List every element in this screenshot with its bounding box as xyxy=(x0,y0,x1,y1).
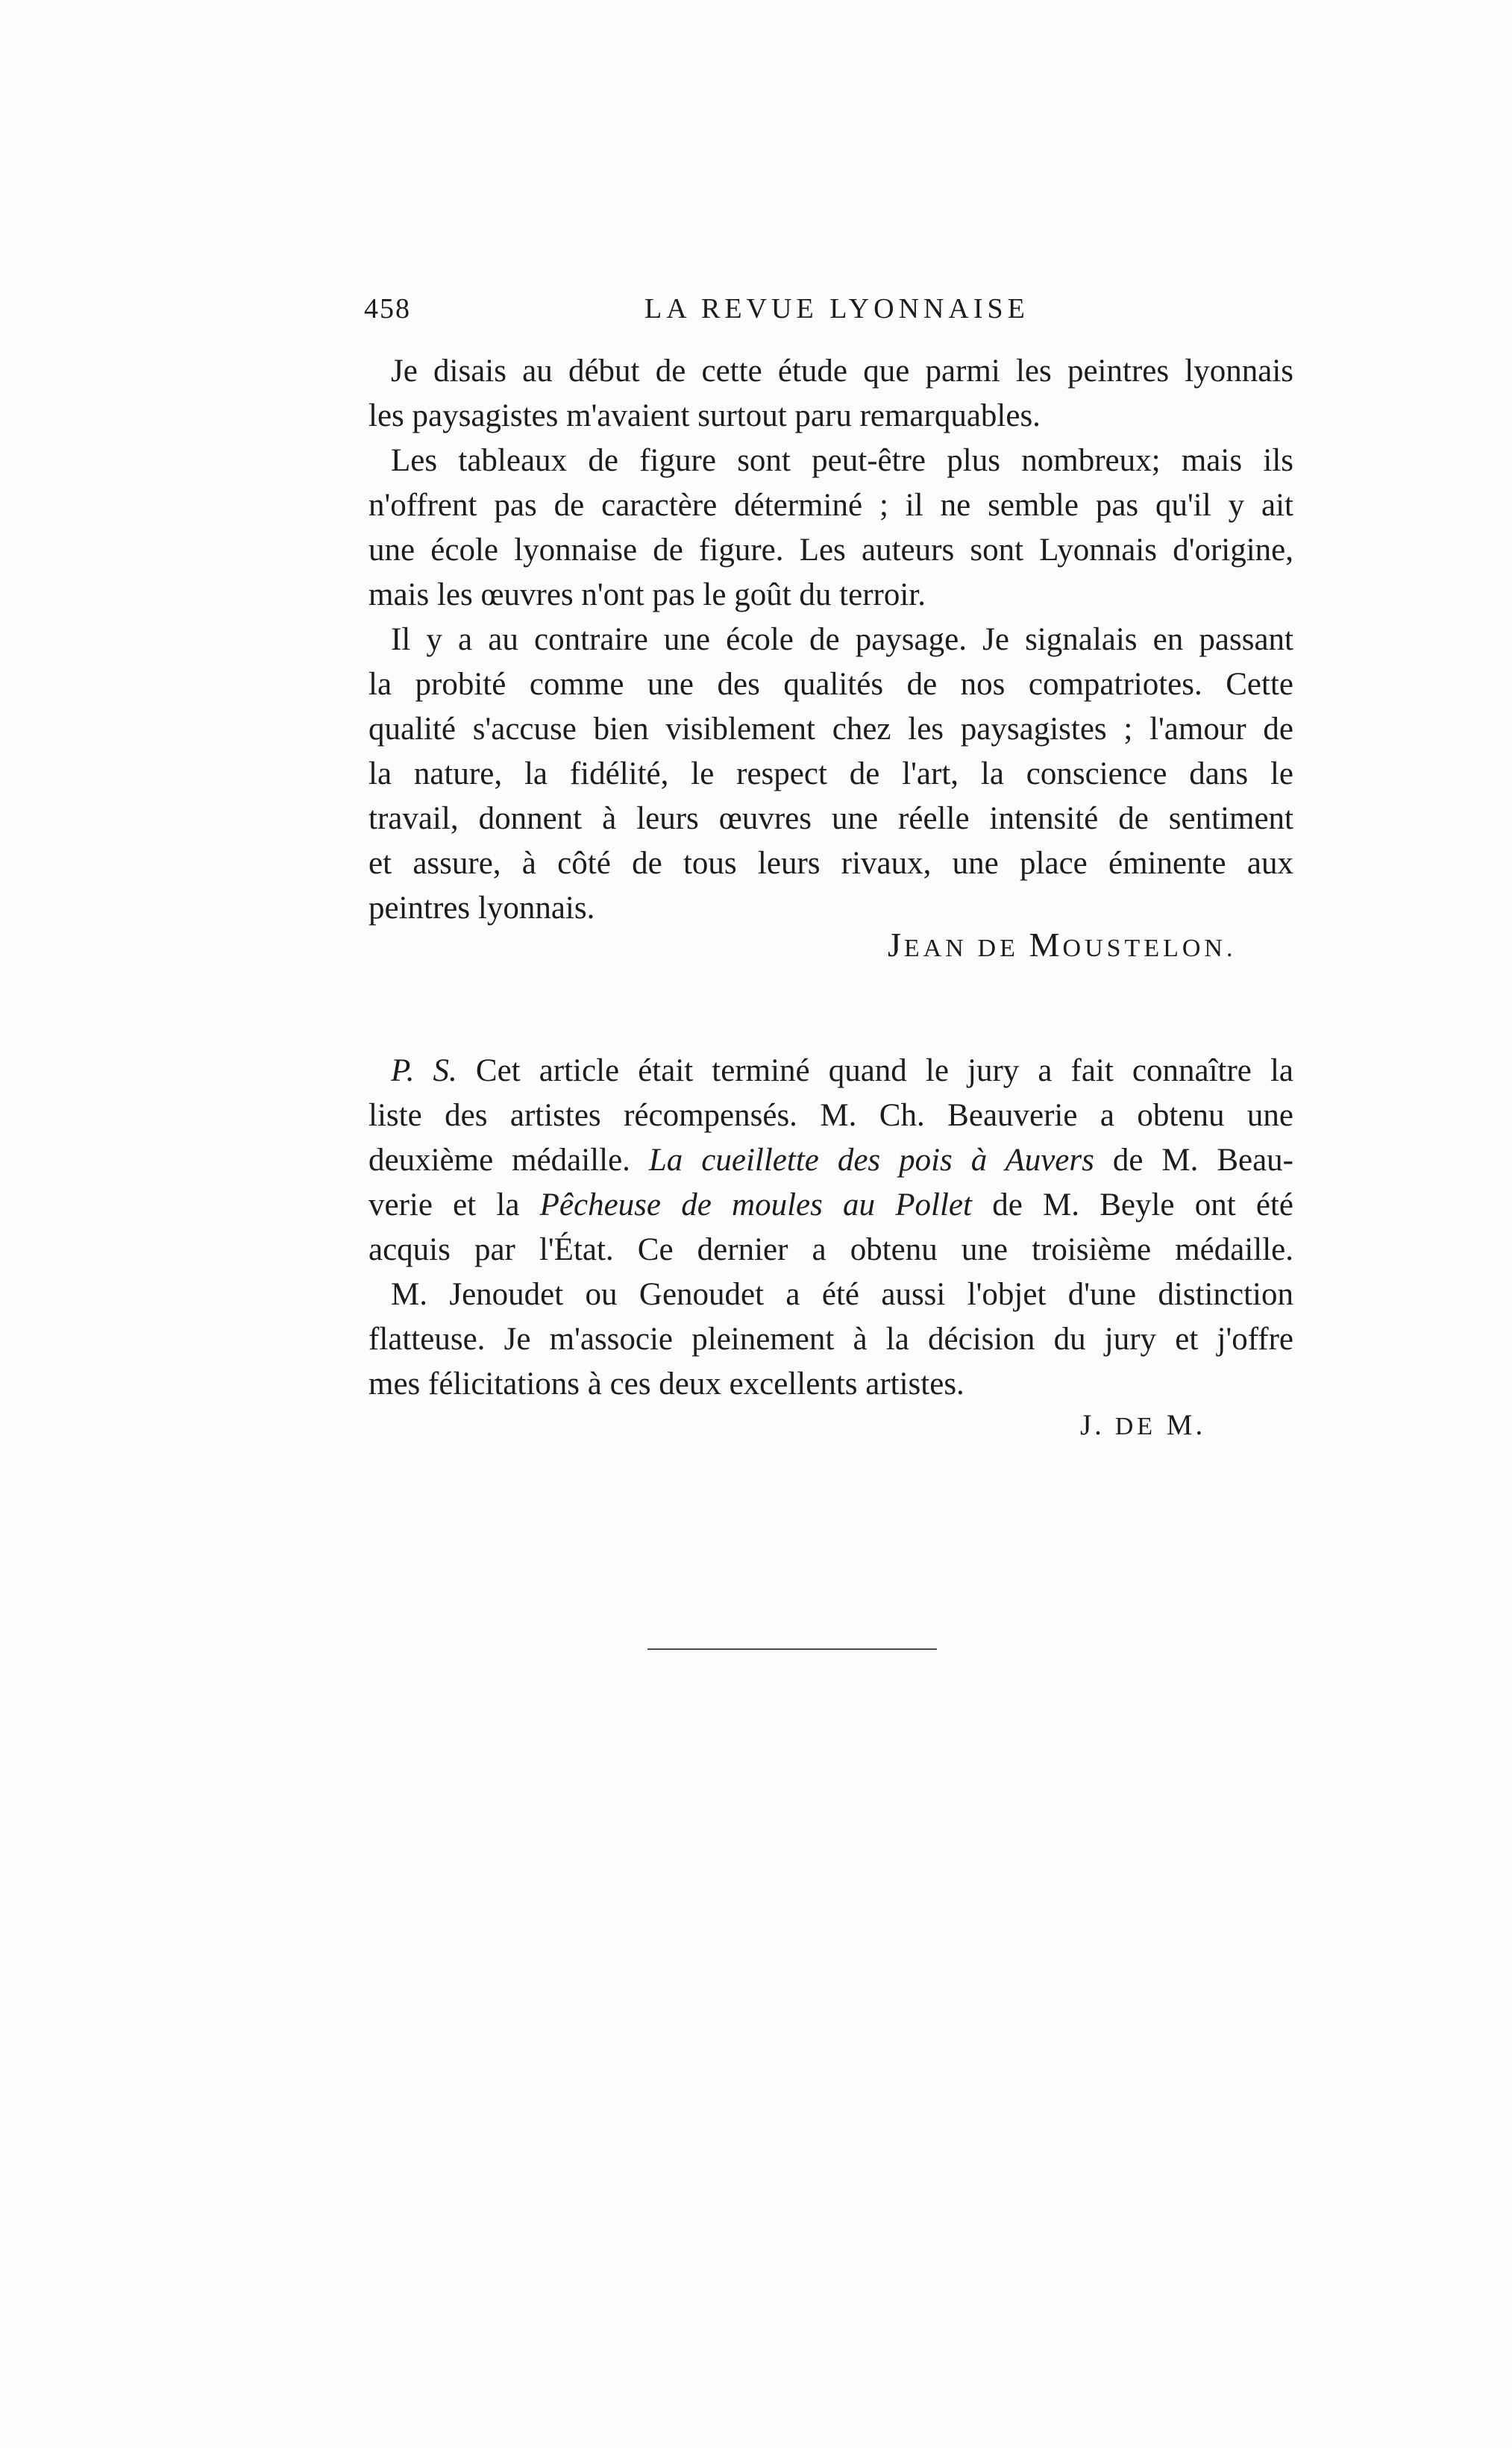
text-line: flatteuse. Je m'associe pleinement à la décision du jury et j'offre xyxy=(368,1322,1293,1357)
text-line: la nature, la fidélité, le respect de l'art, la conscience dans le xyxy=(368,756,1293,791)
text-line: n'offrent pas de caractère déterminé ; il ne semble pas qu'il y ait xyxy=(368,488,1293,523)
text-line: Il y a au contraire une école de paysage. Je signalais en passant xyxy=(391,622,1293,657)
running-title: LA REVUE LYONNAISE xyxy=(644,293,1029,324)
text-line: et assure, à côté de tous leurs rivaux, une place éminente aux xyxy=(368,846,1293,881)
text-line: deuxième médaille. La cueillette des pois à Auvers de M. Beau- xyxy=(368,1143,1294,1178)
text-line: peintres lyonnais. xyxy=(368,891,595,926)
text-line: mais les œuvres n'ont pas le goût du terroir. xyxy=(368,577,926,612)
text-line: liste des artistes récompensés. M. Ch. Beauverie a obtenu une xyxy=(368,1098,1293,1133)
postscript xyxy=(368,1049,1293,1407)
text-line: Les tableaux de figure sont peut-être plus nombreux; mais ils xyxy=(391,443,1293,478)
page-number: 458 xyxy=(364,293,411,324)
text-line: P. S. Cet article était terminé quand le jury a fait connaître la xyxy=(391,1053,1293,1088)
text-line: mes félicitations à ces deux excellents artistes. xyxy=(368,1366,964,1402)
text-line: acquis par l'État. Ce dernier a obtenu une troisième médaille. xyxy=(368,1232,1293,1267)
postscript-label: P. S. xyxy=(391,1053,457,1088)
artwork-title: La cueillette des pois à Auvers xyxy=(648,1143,1094,1178)
text-line: M. Jenoudet ou Genoudet a été aussi l'objet d'une distinction xyxy=(391,1277,1293,1312)
end-rule xyxy=(647,1648,937,1650)
text-line: verie et la Pêcheuse de moules au Pollet de M. Beyle ont été xyxy=(368,1187,1293,1223)
text-line: travail, donnent à leurs œuvres une réelle intensité de sentiment xyxy=(368,801,1293,836)
author-signature: JEAN DE MOUSTELON. xyxy=(888,926,1237,964)
postscript-signature: J. DE M. xyxy=(1080,1409,1206,1441)
artwork-title: Pêcheuse de moules au Pollet xyxy=(539,1187,972,1223)
text-line: les paysagistes m'avaient surtout paru remarquables. xyxy=(368,398,1041,433)
essay-conclusion xyxy=(368,349,1293,931)
text-line: une école lyonnaise de figure. Les auteurs sont Lyonnais d'origine, xyxy=(368,533,1293,568)
text-line: qualité s'accuse bien visiblement chez les paysagistes ; l'amour de xyxy=(368,712,1293,747)
running-header xyxy=(364,292,1328,337)
text-line: la probité comme une des qualités de nos compatriotes. Cette xyxy=(368,667,1293,702)
text-line: Je disais au début de cette étude que parmi les peintres lyonnais xyxy=(391,354,1293,389)
